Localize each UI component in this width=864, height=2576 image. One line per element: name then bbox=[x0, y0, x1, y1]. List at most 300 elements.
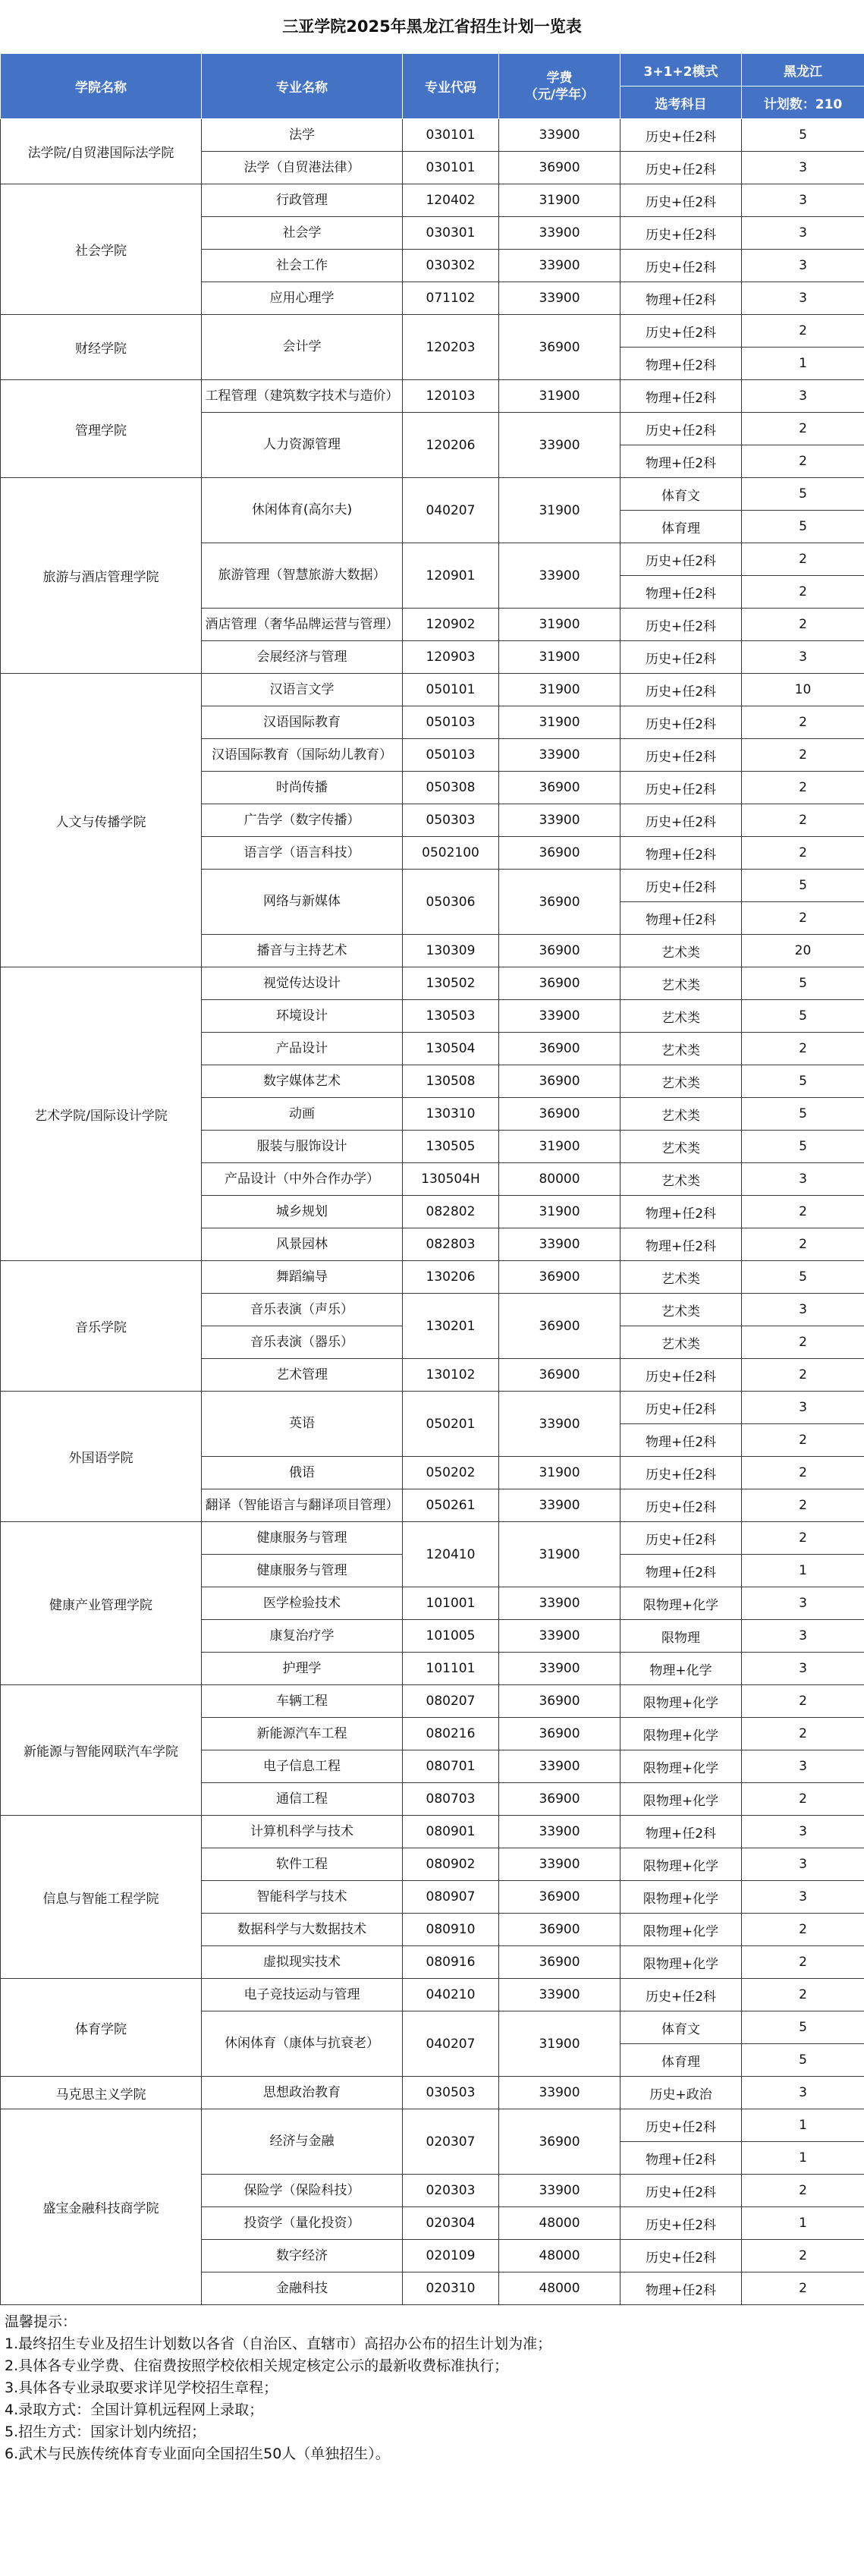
table-row bbox=[1, 2109, 864, 2142]
major-code-cell: 082802 bbox=[403, 1196, 499, 1228]
major-code-cell: 101001 bbox=[403, 1587, 499, 1620]
subject-requirement-cell: 限物理+化学 bbox=[621, 1914, 742, 1946]
major-code-cell: 080907 bbox=[403, 1881, 499, 1914]
plan-count-cell: 3 bbox=[742, 1881, 864, 1914]
subject-requirement-cell: 历史+任2科 bbox=[621, 2240, 742, 2272]
subject-requirement-cell: 物理+任2科 bbox=[621, 1228, 742, 1261]
college-name-cell: 法学院/自贸港国际法学院 bbox=[1, 119, 202, 184]
header-province: 黑龙江 bbox=[742, 54, 864, 86]
subject-requirement-cell: 限物理+化学 bbox=[621, 1783, 742, 1816]
subject-requirement-cell: 历史+任2科 bbox=[621, 674, 742, 706]
college-name-cell: 音乐学院 bbox=[1, 1261, 202, 1392]
plan-count-cell: 2 bbox=[742, 1326, 864, 1359]
plan-count-cell: 5 bbox=[742, 1261, 864, 1294]
tuition-fee-cell: 31900 bbox=[499, 1196, 621, 1228]
plan-count-cell: 3 bbox=[742, 1620, 864, 1653]
major-code-cell: 130505 bbox=[403, 1131, 499, 1163]
major-name-cell: 行政管理 bbox=[202, 184, 403, 217]
tuition-fee-cell: 31900 bbox=[499, 380, 621, 413]
subject-requirement-cell: 限物理+化学 bbox=[621, 1848, 742, 1881]
table-row bbox=[1, 1979, 864, 2011]
major-name-cell: 社会工作 bbox=[202, 250, 403, 282]
tuition-fee-cell: 48000 bbox=[499, 2272, 621, 2305]
page-title: 三亚学院2025年黑龙江省招生计划一览表 bbox=[282, 17, 582, 36]
major-code-cell: 030101 bbox=[403, 119, 499, 152]
major-name-cell: 护理学 bbox=[202, 1653, 403, 1685]
subject-requirement-cell: 物理+任2科 bbox=[621, 1816, 742, 1848]
header-code: 专业代码 bbox=[403, 54, 499, 119]
plan-count-cell: 5 bbox=[742, 478, 864, 511]
plan-count-cell: 2 bbox=[742, 1196, 864, 1228]
major-code-cell: 030302 bbox=[403, 250, 499, 282]
plan-count-cell: 3 bbox=[742, 380, 864, 413]
tuition-fee-cell: 36900 bbox=[499, 1098, 621, 1131]
tuition-fee-cell: 33900 bbox=[499, 217, 621, 250]
plan-count-cell: 1 bbox=[742, 2207, 864, 2240]
major-name-cell: 会计学 bbox=[202, 315, 403, 380]
major-code-cell: 101005 bbox=[403, 1620, 499, 1653]
college-name-cell: 体育学院 bbox=[1, 1979, 202, 2077]
major-name-cell: 舞蹈编导 bbox=[202, 1261, 403, 1294]
header-fee-unit: （元/学年） bbox=[524, 86, 595, 102]
major-code-cell: 130503 bbox=[403, 1000, 499, 1033]
subject-requirement-cell: 限物理+化学 bbox=[621, 1587, 742, 1620]
plan-count-cell: 2 bbox=[742, 1359, 864, 1392]
college-name-cell: 信息与智能工程学院 bbox=[1, 1816, 202, 1979]
major-name-cell: 工程管理（建筑数字技术与造价） bbox=[202, 380, 403, 413]
table-row bbox=[1, 1392, 864, 1424]
major-code-cell: 130206 bbox=[403, 1261, 499, 1294]
college-name-cell: 盛宝金融科技商学院 bbox=[1, 2109, 202, 2305]
table-row bbox=[1, 1261, 864, 1294]
plan-count-cell: 2 bbox=[742, 609, 864, 641]
major-code-cell: 050103 bbox=[403, 739, 499, 772]
plan-count-cell: 2 bbox=[742, 1783, 864, 1816]
enrollment-plan-table bbox=[0, 53, 864, 2305]
major-name-cell: 新能源汽车工程 bbox=[202, 1718, 403, 1750]
tuition-fee-cell: 36900 bbox=[499, 1783, 621, 1816]
plan-count-cell: 2 bbox=[742, 2175, 864, 2207]
plan-count-cell: 2 bbox=[742, 1457, 864, 1489]
plan-count-cell: 5 bbox=[742, 967, 864, 1000]
plan-count-cell: 5 bbox=[742, 1098, 864, 1131]
subject-requirement-cell: 物理+任2科 bbox=[621, 282, 742, 315]
major-name-cell: 软件工程 bbox=[202, 1848, 403, 1881]
tuition-fee-cell: 33900 bbox=[499, 1750, 621, 1783]
tuition-fee-cell: 36900 bbox=[499, 315, 621, 380]
tuition-fee-cell: 33900 bbox=[499, 1816, 621, 1848]
major-name-cell: 汉语言文学 bbox=[202, 674, 403, 706]
plan-count-cell: 2 bbox=[742, 445, 864, 478]
tuition-fee-cell: 36900 bbox=[499, 1033, 621, 1065]
note-item: 6.武术与民族传统体育专业面向全国招生50人（单独招生）。 bbox=[5, 2445, 390, 2462]
plan-count-cell: 2 bbox=[742, 837, 864, 870]
subject-requirement-cell: 历史+任2科 bbox=[621, 739, 742, 772]
tuition-fee-cell: 48000 bbox=[499, 2240, 621, 2272]
major-code-cell: 050261 bbox=[403, 1489, 499, 1522]
header-fee-label: 学费 bbox=[546, 70, 573, 86]
plan-count-cell: 3 bbox=[742, 152, 864, 184]
plan-count-cell: 2 bbox=[742, 2240, 864, 2272]
plan-count-cell: 2 bbox=[742, 1914, 864, 1946]
major-name-cell: 电子竞技运动与管理 bbox=[202, 1979, 403, 2011]
subject-requirement-cell: 历史+任2科 bbox=[621, 119, 742, 152]
plan-count-cell: 5 bbox=[742, 1000, 864, 1033]
tuition-fee-cell: 33900 bbox=[499, 1653, 621, 1685]
plan-count-cell: 1 bbox=[742, 2142, 864, 2175]
plan-count-cell: 3 bbox=[742, 1392, 864, 1424]
major-name-cell: 法学 bbox=[202, 119, 403, 152]
table-row bbox=[1, 184, 864, 217]
tuition-fee-cell: 31900 bbox=[499, 1522, 621, 1587]
major-name-cell: 艺术管理 bbox=[202, 1359, 403, 1392]
major-name-cell: 产品设计（中外合作办学） bbox=[202, 1163, 403, 1196]
college-name-cell: 财经学院 bbox=[1, 315, 202, 380]
table-row bbox=[1, 1522, 864, 1555]
tuition-fee-cell: 80000 bbox=[499, 1163, 621, 1196]
subject-requirement-cell: 限物理+化学 bbox=[621, 1946, 742, 1979]
major-name-cell: 翻译（智能语言与翻译项目管理） bbox=[202, 1489, 403, 1522]
major-code-cell: 120410 bbox=[403, 1522, 499, 1587]
major-name-cell: 音乐表演（器乐） bbox=[202, 1326, 403, 1359]
plan-count-cell: 2 bbox=[742, 706, 864, 739]
subject-requirement-cell: 艺术类 bbox=[621, 1131, 742, 1163]
major-name-cell: 汉语国际教育 bbox=[202, 706, 403, 739]
major-name-cell: 汉语国际教育（国际幼儿教育） bbox=[202, 739, 403, 772]
header-mode: 3+1+2模式 bbox=[621, 54, 742, 86]
major-code-cell: 080703 bbox=[403, 1783, 499, 1816]
subject-requirement-cell: 体育文 bbox=[621, 2011, 742, 2044]
tuition-fee-cell: 33900 bbox=[499, 282, 621, 315]
major-code-cell: 130502 bbox=[403, 967, 499, 1000]
major-name-cell: 金融科技 bbox=[202, 2272, 403, 2305]
major-name-cell: 思想政治教育 bbox=[202, 2077, 403, 2109]
major-name-cell: 英语 bbox=[202, 1392, 403, 1457]
tuition-fee-cell: 36900 bbox=[499, 1294, 621, 1359]
college-name-cell: 新能源与智能网联汽车学院 bbox=[1, 1685, 202, 1816]
subject-requirement-cell: 艺术类 bbox=[621, 935, 742, 967]
major-name-cell: 酒店管理（奢华品牌运营与管理） bbox=[202, 609, 403, 641]
major-name-cell: 数字媒体艺术 bbox=[202, 1065, 403, 1098]
note-item: 2.具体各专业学费、住宿费按照学校依相关规定核定公示的最新收费标准执行； bbox=[5, 2357, 509, 2374]
subject-requirement-cell: 艺术类 bbox=[621, 1163, 742, 1196]
major-name-cell: 人力资源管理 bbox=[202, 413, 403, 478]
major-code-cell: 080901 bbox=[403, 1816, 499, 1848]
subject-requirement-cell: 体育理 bbox=[621, 2044, 742, 2077]
major-code-cell: 120402 bbox=[403, 184, 499, 217]
plan-count-cell: 2 bbox=[742, 1489, 864, 1522]
major-name-cell: 休闲体育(高尔夫) bbox=[202, 478, 403, 543]
plan-count-cell: 2 bbox=[742, 315, 864, 348]
tuition-fee-cell: 31900 bbox=[499, 1131, 621, 1163]
plan-count-cell: 5 bbox=[742, 870, 864, 902]
plan-count-cell: 3 bbox=[742, 2077, 864, 2109]
tuition-fee-cell: 36900 bbox=[499, 1881, 621, 1914]
subject-requirement-cell: 历史+任2科 bbox=[621, 1359, 742, 1392]
plan-count-cell: 2 bbox=[742, 1228, 864, 1261]
subject-requirement-cell: 物理+化学 bbox=[621, 1653, 742, 1685]
subject-requirement-cell: 历史+政治 bbox=[621, 2077, 742, 2109]
subject-requirement-cell: 物理+任2科 bbox=[621, 380, 742, 413]
college-name-cell: 人文与传播学院 bbox=[1, 674, 202, 967]
subject-requirement-cell: 历史+任2科 bbox=[621, 2175, 742, 2207]
tuition-fee-cell: 33900 bbox=[499, 1979, 621, 2011]
major-name-cell: 风景园林 bbox=[202, 1228, 403, 1261]
major-name-cell: 虚拟现实技术 bbox=[202, 1946, 403, 1979]
header-major: 专业名称 bbox=[202, 54, 403, 119]
subject-requirement-cell: 艺术类 bbox=[621, 1294, 742, 1326]
subject-requirement-cell: 历史+任2科 bbox=[621, 152, 742, 184]
tuition-fee-cell: 31900 bbox=[499, 1457, 621, 1489]
subject-requirement-cell: 物理+任2科 bbox=[621, 445, 742, 478]
major-code-cell: 040210 bbox=[403, 1979, 499, 2011]
subject-requirement-cell: 艺术类 bbox=[621, 1033, 742, 1065]
subject-requirement-cell: 物理+任2科 bbox=[621, 837, 742, 870]
table-row bbox=[1, 1816, 864, 1848]
major-name-cell: 通信工程 bbox=[202, 1783, 403, 1816]
plan-count-cell: 2 bbox=[742, 1424, 864, 1457]
major-name-cell: 应用心理学 bbox=[202, 282, 403, 315]
tuition-fee-cell: 36900 bbox=[499, 1914, 621, 1946]
subject-requirement-cell: 历史+任2科 bbox=[621, 315, 742, 348]
major-name-cell: 休闲体育（康体与抗衰老） bbox=[202, 2011, 403, 2077]
subject-requirement-cell: 历史+任2科 bbox=[621, 1522, 742, 1555]
plan-count-cell: 3 bbox=[742, 1816, 864, 1848]
major-name-cell: 动画 bbox=[202, 1098, 403, 1131]
major-name-cell: 播音与主持艺术 bbox=[202, 935, 403, 967]
plan-count-cell: 10 bbox=[742, 674, 864, 706]
major-code-cell: 030503 bbox=[403, 2077, 499, 2109]
tuition-fee-cell: 31900 bbox=[499, 674, 621, 706]
plan-count-cell: 3 bbox=[742, 1294, 864, 1326]
major-name-cell: 广告学（数字传播） bbox=[202, 804, 403, 837]
tuition-fee-cell: 33900 bbox=[499, 1489, 621, 1522]
subject-requirement-cell: 历史+任2科 bbox=[621, 804, 742, 837]
subject-requirement-cell: 历史+任2科 bbox=[621, 706, 742, 739]
college-name-cell: 外国语学院 bbox=[1, 1392, 202, 1522]
plan-count-cell: 5 bbox=[742, 1131, 864, 1163]
table-body bbox=[1, 119, 864, 2305]
major-name-cell: 旅游管理（智慧旅游大数据） bbox=[202, 543, 403, 609]
tuition-fee-cell: 36900 bbox=[499, 2109, 621, 2175]
plan-count-cell: 3 bbox=[742, 217, 864, 250]
major-code-cell: 120902 bbox=[403, 609, 499, 641]
tuition-fee-cell: 33900 bbox=[499, 1587, 621, 1620]
plan-count-cell: 3 bbox=[742, 1587, 864, 1620]
table-row bbox=[1, 119, 864, 152]
subject-requirement-cell: 艺术类 bbox=[621, 1098, 742, 1131]
subject-requirement-cell: 物理+任2科 bbox=[621, 2142, 742, 2175]
major-name-cell: 城乡规划 bbox=[202, 1196, 403, 1228]
major-code-cell: 030301 bbox=[403, 217, 499, 250]
table-row bbox=[1, 674, 864, 706]
major-name-cell: 电子信息工程 bbox=[202, 1750, 403, 1783]
major-code-cell: 050308 bbox=[403, 772, 499, 804]
major-code-cell: 020310 bbox=[403, 2272, 499, 2305]
subject-requirement-cell: 艺术类 bbox=[621, 1065, 742, 1098]
major-code-cell: 080207 bbox=[403, 1685, 499, 1718]
major-name-cell: 健康服务与管理 bbox=[202, 1522, 403, 1555]
tuition-fee-cell: 36900 bbox=[499, 1685, 621, 1718]
major-name-cell: 产品设计 bbox=[202, 1033, 403, 1065]
major-name-cell: 计算机科学与技术 bbox=[202, 1816, 403, 1848]
major-code-cell: 040207 bbox=[403, 478, 499, 543]
plan-count-cell: 2 bbox=[742, 772, 864, 804]
subject-requirement-cell: 历史+任2科 bbox=[621, 1489, 742, 1522]
major-code-cell: 050101 bbox=[403, 674, 499, 706]
plan-count-cell: 3 bbox=[742, 1653, 864, 1685]
subject-requirement-cell: 历史+任2科 bbox=[621, 609, 742, 641]
subject-requirement-cell: 限物理 bbox=[621, 1620, 742, 1653]
major-code-cell: 050103 bbox=[403, 706, 499, 739]
major-code-cell: 050202 bbox=[403, 1457, 499, 1489]
tuition-fee-cell: 33900 bbox=[499, 2175, 621, 2207]
tuition-fee-cell: 33900 bbox=[499, 739, 621, 772]
table-row bbox=[1, 380, 864, 413]
tuition-fee-cell: 36900 bbox=[499, 1359, 621, 1392]
subject-requirement-cell: 艺术类 bbox=[621, 1261, 742, 1294]
subject-requirement-cell: 历史+任2科 bbox=[621, 870, 742, 902]
tuition-fee-cell: 36900 bbox=[499, 967, 621, 1000]
plan-count-cell: 2 bbox=[742, 739, 864, 772]
plan-count-cell: 1 bbox=[742, 348, 864, 380]
major-name-cell: 服装与服饰设计 bbox=[202, 1131, 403, 1163]
subject-requirement-cell: 物理+任2科 bbox=[621, 348, 742, 380]
subject-requirement-cell: 历史+任2科 bbox=[621, 184, 742, 217]
college-name-cell: 社会学院 bbox=[1, 184, 202, 315]
major-code-cell: 120103 bbox=[403, 380, 499, 413]
tuition-fee-cell: 33900 bbox=[499, 804, 621, 837]
major-code-cell: 130508 bbox=[403, 1065, 499, 1098]
notes-heading: 温馨提示： bbox=[5, 2313, 77, 2330]
major-code-cell: 020109 bbox=[403, 2240, 499, 2272]
tuition-fee-cell: 33900 bbox=[499, 1620, 621, 1653]
tuition-fee-cell: 31900 bbox=[499, 609, 621, 641]
major-code-cell: 130504 bbox=[403, 1033, 499, 1065]
tuition-fee-cell: 33900 bbox=[499, 119, 621, 152]
plan-count-cell: 2 bbox=[742, 1522, 864, 1555]
plan-count-cell: 2 bbox=[742, 1033, 864, 1065]
subject-requirement-cell: 历史+任2科 bbox=[621, 250, 742, 282]
college-name-cell: 旅游与酒店管理学院 bbox=[1, 478, 202, 674]
subject-requirement-cell: 历史+任2科 bbox=[621, 2207, 742, 2240]
major-code-cell: 020307 bbox=[403, 2109, 499, 2175]
major-name-cell: 保险学（保险科技） bbox=[202, 2175, 403, 2207]
tuition-fee-cell: 33900 bbox=[499, 250, 621, 282]
subject-requirement-cell: 历史+任2科 bbox=[621, 2109, 742, 2142]
notes-section bbox=[0, 2305, 864, 2465]
major-code-cell: 040207 bbox=[403, 2011, 499, 2077]
note-item: 1.最终招生专业及招生计划数以各省（自治区、直辖市）高招办公布的招生计划为准； bbox=[5, 2335, 552, 2352]
tuition-fee-cell: 48000 bbox=[499, 2207, 621, 2240]
subject-requirement-cell: 限物理+化学 bbox=[621, 1750, 742, 1783]
major-code-cell: 050303 bbox=[403, 804, 499, 837]
major-name-cell: 会展经济与管理 bbox=[202, 641, 403, 674]
major-code-cell: 080902 bbox=[403, 1848, 499, 1881]
subject-requirement-cell: 历史+任2科 bbox=[621, 1979, 742, 2011]
major-name-cell: 数字经济 bbox=[202, 2240, 403, 2272]
table-row bbox=[1, 967, 864, 1000]
plan-count-cell: 2 bbox=[742, 1718, 864, 1750]
subject-requirement-cell: 历史+任2科 bbox=[621, 543, 742, 576]
tuition-fee-cell: 33900 bbox=[499, 2077, 621, 2109]
major-name-cell: 社会学 bbox=[202, 217, 403, 250]
major-name-cell: 健康服务与管理 bbox=[202, 1555, 403, 1587]
major-name-cell: 时尚传播 bbox=[202, 772, 403, 804]
note-item: 5.招生方式：国家计划内统招； bbox=[5, 2423, 206, 2440]
plan-count-cell: 5 bbox=[742, 2011, 864, 2044]
major-name-cell: 数据科学与大数据技术 bbox=[202, 1914, 403, 1946]
table-row bbox=[1, 478, 864, 511]
subject-requirement-cell: 历史+任2科 bbox=[621, 641, 742, 674]
major-name-cell: 投资学（量化投资） bbox=[202, 2207, 403, 2240]
major-name-cell: 医学检验技术 bbox=[202, 1587, 403, 1620]
major-name-cell: 语言学（语言科技） bbox=[202, 837, 403, 870]
plan-count-cell: 2 bbox=[742, 1685, 864, 1718]
plan-count-cell: 20 bbox=[742, 935, 864, 967]
table-row bbox=[1, 315, 864, 348]
major-code-cell: 120901 bbox=[403, 543, 499, 609]
header-subject: 选考科目 bbox=[621, 86, 742, 119]
plan-count-cell: 3 bbox=[742, 1750, 864, 1783]
college-name-cell: 艺术学院/国际设计学院 bbox=[1, 967, 202, 1261]
major-name-cell: 环境设计 bbox=[202, 1000, 403, 1033]
plan-count-cell: 2 bbox=[742, 1946, 864, 1979]
major-code-cell: 101101 bbox=[403, 1653, 499, 1685]
major-code-cell: 120206 bbox=[403, 413, 499, 478]
major-code-cell: 130102 bbox=[403, 1359, 499, 1392]
plan-count-cell: 2 bbox=[742, 2272, 864, 2305]
tuition-fee-cell: 36900 bbox=[499, 837, 621, 870]
plan-count-cell: 3 bbox=[742, 1848, 864, 1881]
plan-count-cell: 2 bbox=[742, 804, 864, 837]
major-code-cell: 071102 bbox=[403, 282, 499, 315]
subject-requirement-cell: 物理+任2科 bbox=[621, 1196, 742, 1228]
subject-requirement-cell: 物理+任2科 bbox=[621, 1555, 742, 1587]
tuition-fee-cell: 33900 bbox=[499, 1000, 621, 1033]
tuition-fee-cell: 36900 bbox=[499, 1946, 621, 1979]
major-code-cell: 050201 bbox=[403, 1392, 499, 1457]
subject-requirement-cell: 物理+任2科 bbox=[621, 1424, 742, 1457]
plan-count-cell: 2 bbox=[742, 576, 864, 609]
major-code-cell: 130201 bbox=[403, 1294, 499, 1359]
tuition-fee-cell: 36900 bbox=[499, 1261, 621, 1294]
plan-count-cell: 1 bbox=[742, 2109, 864, 2142]
major-name-cell: 音乐表演（声乐） bbox=[202, 1294, 403, 1326]
subject-requirement-cell: 限物理+化学 bbox=[621, 1685, 742, 1718]
plan-count-cell: 3 bbox=[742, 282, 864, 315]
plan-count-cell: 3 bbox=[742, 641, 864, 674]
subject-requirement-cell: 艺术类 bbox=[621, 967, 742, 1000]
major-name-cell: 网络与新媒体 bbox=[202, 870, 403, 935]
major-code-cell: 0502100 bbox=[403, 837, 499, 870]
major-code-cell: 120203 bbox=[403, 315, 499, 380]
tuition-fee-cell: 36900 bbox=[499, 772, 621, 804]
subject-requirement-cell: 物理+任2科 bbox=[621, 2272, 742, 2305]
plan-count-cell: 1 bbox=[742, 1555, 864, 1587]
major-code-cell: 130309 bbox=[403, 935, 499, 967]
subject-requirement-cell: 历史+任2科 bbox=[621, 413, 742, 445]
tuition-fee-cell: 31900 bbox=[499, 2011, 621, 2077]
tuition-fee-cell: 36900 bbox=[499, 935, 621, 967]
subject-requirement-cell: 历史+任2科 bbox=[621, 1392, 742, 1424]
subject-requirement-cell: 限物理+化学 bbox=[621, 1718, 742, 1750]
major-name-cell: 法学（自贸港法律） bbox=[202, 152, 403, 184]
college-name-cell: 管理学院 bbox=[1, 380, 202, 478]
plan-count-cell: 5 bbox=[742, 119, 864, 152]
tuition-fee-cell: 33900 bbox=[499, 1848, 621, 1881]
subject-requirement-cell: 艺术类 bbox=[621, 1000, 742, 1033]
